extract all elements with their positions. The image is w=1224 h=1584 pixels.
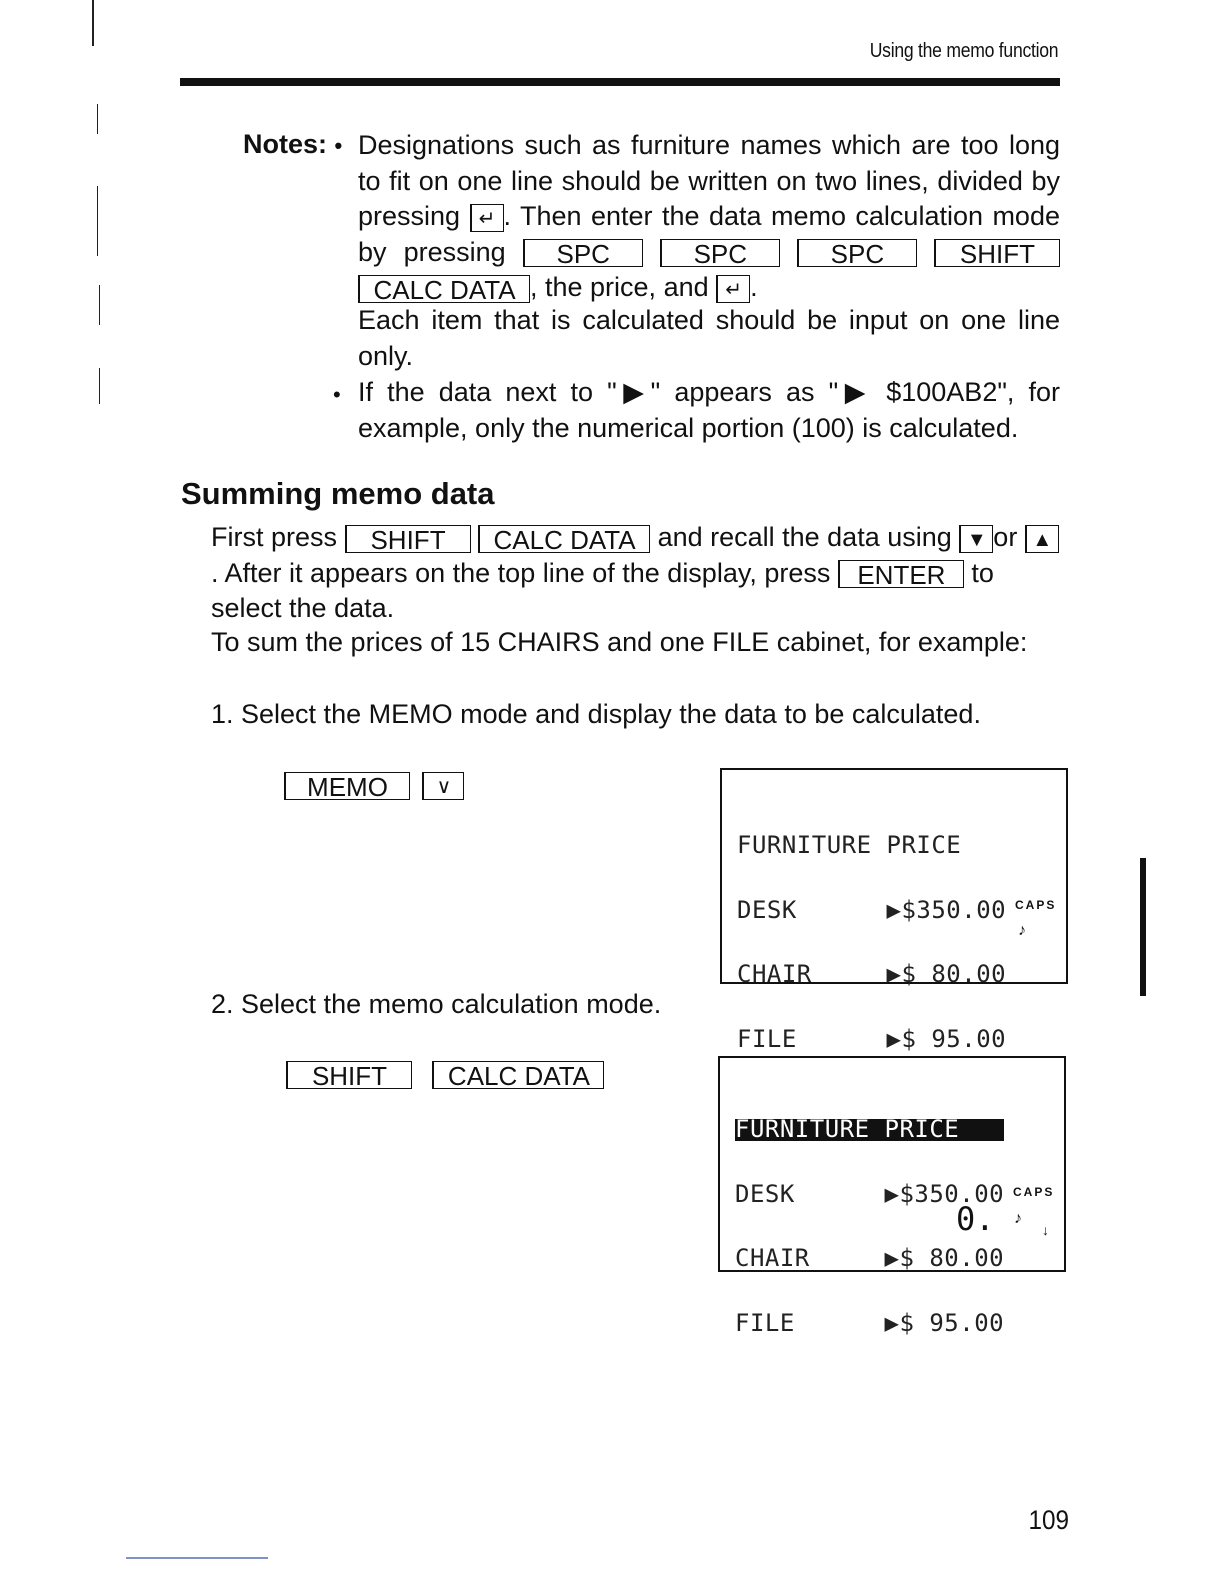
caps-indicator: CAPS [1013,1185,1055,1199]
lcd-display-2 [718,1056,1066,1337]
down-arrow-icon: ▼ [959,525,993,553]
step-1-keys [284,772,464,800]
spc-key: SPC [797,239,917,267]
lcd-line: FURNITURE PRICE [737,831,962,859]
chevron-down-icon: ∨ [422,772,464,800]
caps-indicator: CAPS [1015,898,1057,912]
lcd-highlighted-header: FURNITURE PRICE [735,1119,1004,1141]
notes-label: Notes: • [243,129,343,159]
memo-key: MEMO [284,772,410,800]
triangle-icon: ▶ [616,377,651,407]
lcd-line: DESK ▶$350.00 [735,1179,1005,1208]
thumb-index-bar [1140,858,1146,996]
note-2-bullet: • [333,382,341,407]
up-arrow-icon: ▲ [1025,525,1059,553]
section-example: To sum the prices of 15 CHAIRS and one FILE cabinet, for example: [211,627,1028,657]
note-2: If the data next to "▶" appears as "▶ $100AB2", for example, only the numerical portion (100) is calculated. [358,377,1061,443]
calc-data-key: CALC DATA [432,1061,604,1089]
step-2-keys [286,1061,604,1089]
page-number: 109 [1028,1505,1069,1535]
enter-key: ENTER [838,560,964,588]
running-header: Using the memo function [869,40,1058,62]
shift-key: SHIFT [286,1061,412,1089]
down-arrow-icon: ↓ [1042,1222,1049,1238]
margin-mark [99,285,100,325]
calc-data-key: CALC DATA [358,275,530,303]
step-2: 2. Select the memo calculation mode. [211,989,662,1019]
margin-mark [97,104,98,134]
margin-mark [92,0,94,46]
step-1: 1. Select the MEMO mode and display the data to be calculated. [211,699,981,729]
lcd-line: CHAIR ▶$ 80.00 [737,960,1007,988]
lcd-line: FILE ▶$ 95.00 [737,1024,1007,1053]
note-1: Designations such as furniture names which are too long to fit on one line should be written on two lines, divided by pressing ↵ . Then enter the data memo calculation mode by pressing SPC SPC SPC SHIFT CALC DATA , the price, and ↵ . [358,130,1060,305]
music-note-icon: ♪ [1018,922,1026,939]
lcd-line: DESK ▶$350.00 [737,895,1007,924]
spc-key: SPC [523,239,643,267]
calc-data-key: CALC DATA [478,525,650,553]
enter-icon: ↵ [470,204,504,232]
lcd-line: CHAIR ▶$ 80.00 [735,1244,1005,1272]
footer-line [126,1557,268,1559]
spc-key: SPC [660,239,780,267]
enter-icon: ↵ [716,275,750,303]
header-rule [180,78,1060,86]
margin-mark [99,368,100,404]
margin-mark [97,186,98,256]
shift-key: SHIFT [345,525,471,553]
section-intro: First press SHIFT CALC DATA and recall the data using ▼ or ▲. After it appears on the top line of the display, press ENTER to select the data. [211,520,1061,627]
lcd-display-1 [720,768,1068,1053]
shift-key: SHIFT [934,239,1060,267]
section-title: Summing memo data [181,476,495,511]
triangle-icon: ▶ [838,377,873,407]
music-note-icon: ♪ [1014,1210,1022,1227]
lcd-value: 0. [956,1200,995,1238]
note-1-continued: Each item that is calculated should be input on one line only. [358,305,1060,371]
lcd-line: FILE ▶$ 95.00 [735,1308,1005,1337]
